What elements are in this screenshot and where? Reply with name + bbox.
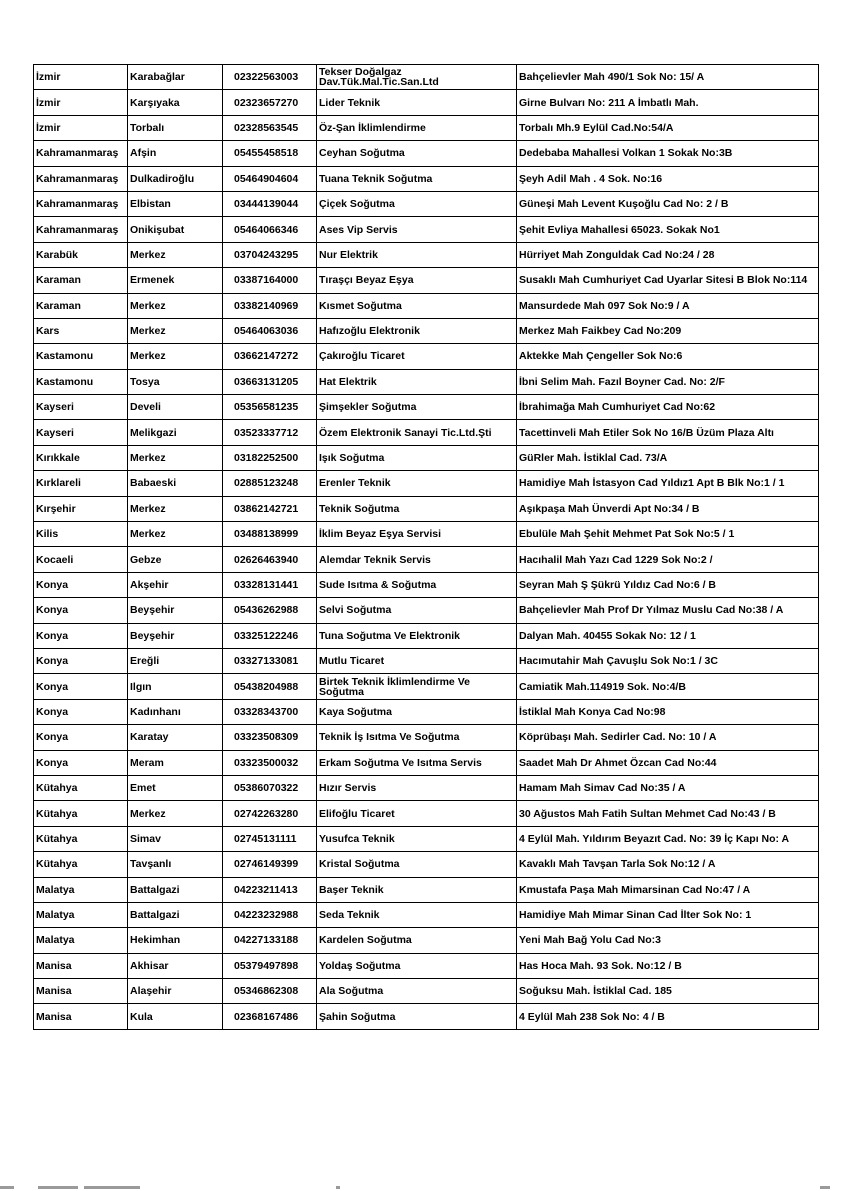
address-cell: Camiatik Mah.114919 Sok. No:4/B <box>517 674 819 699</box>
district-cell: Meram <box>128 750 223 775</box>
phone-cell: 04227133188 <box>223 928 317 953</box>
company-cell: Selvi Soğutma <box>317 598 517 623</box>
district-cell: Beyşehir <box>128 598 223 623</box>
city-cell: Kütahya <box>34 826 128 851</box>
district-cell: Emet <box>128 775 223 800</box>
district-cell: Tosya <box>128 369 223 394</box>
phone-cell: 03382140969 <box>223 293 317 318</box>
district-cell: Merkez <box>128 242 223 267</box>
phone-cell: 03323508309 <box>223 725 317 750</box>
phone-cell: 05438204988 <box>223 674 317 699</box>
city-cell: Kocaeli <box>34 547 128 572</box>
company-cell: Yusufca Teknik <box>317 826 517 851</box>
address-cell: Kmustafa Paşa Mah Mimarsinan Cad No:47 / A <box>517 877 819 902</box>
table-row <box>34 369 819 394</box>
phone-cell: 05346862308 <box>223 979 317 1004</box>
company-cell: Özem Elektronik Sanayi Tic.Ltd.Şti <box>317 420 517 445</box>
district-cell: Ilgın <box>128 674 223 699</box>
city-cell: Konya <box>34 725 128 750</box>
city-cell: Konya <box>34 674 128 699</box>
phone-cell: 03862142721 <box>223 496 317 521</box>
district-cell: Karşıyaka <box>128 90 223 115</box>
address-cell: Hacıhalil Mah Yazı Cad 1229 Sok No:2 / <box>517 547 819 572</box>
address-cell: İstiklal Mah Konya Cad No:98 <box>517 699 819 724</box>
district-cell: Dulkadiroğlu <box>128 166 223 191</box>
company-cell: Kardelen Soğutma <box>317 928 517 953</box>
address-cell: Bahçelievler Mah 490/1 Sok No: 15/ A <box>517 65 819 90</box>
phone-cell: 03488138999 <box>223 522 317 547</box>
company-cell: Hızır Servis <box>317 775 517 800</box>
district-cell: Akşehir <box>128 572 223 597</box>
district-cell: Gebze <box>128 547 223 572</box>
district-cell: Merkez <box>128 801 223 826</box>
company-cell: Tıraşçı Beyaz Eşya <box>317 268 517 293</box>
phone-cell: 03325122246 <box>223 623 317 648</box>
phone-cell: 03328131441 <box>223 572 317 597</box>
address-cell: Has Hoca Mah. 93 Sok. No:12 / B <box>517 953 819 978</box>
city-cell: Kütahya <box>34 801 128 826</box>
table-row <box>34 877 819 902</box>
table-row <box>34 750 819 775</box>
table-row <box>34 725 819 750</box>
city-cell: Karaman <box>34 268 128 293</box>
phone-cell: 03662147272 <box>223 344 317 369</box>
company-cell: Başer Teknik <box>317 877 517 902</box>
table-row <box>34 420 819 445</box>
address-cell: Şehit Evliya Mahallesi 65023. Sokak No1 <box>517 217 819 242</box>
company-cell: Ases Vip Servis <box>317 217 517 242</box>
company-cell: Lider Teknik <box>317 90 517 115</box>
city-cell: Kırklareli <box>34 471 128 496</box>
company-cell: Elifoğlu Ticaret <box>317 801 517 826</box>
company-cell: Alemdar Teknik Servis <box>317 547 517 572</box>
phone-cell: 05386070322 <box>223 775 317 800</box>
phone-cell: 05379497898 <box>223 953 317 978</box>
city-cell: Kayseri <box>34 420 128 445</box>
city-cell: Kahramanmaraş <box>34 141 128 166</box>
table-row <box>34 953 819 978</box>
district-cell: Merkez <box>128 445 223 470</box>
table-row <box>34 826 819 851</box>
address-cell: Güneşi Mah Levent Kuşoğlu Cad No: 2 / B <box>517 191 819 216</box>
company-cell: Ala Soğutma <box>317 979 517 1004</box>
district-cell: Karatay <box>128 725 223 750</box>
table-row <box>34 496 819 521</box>
address-cell: Dedebaba Mahallesi Volkan 1 Sokak No:3B <box>517 141 819 166</box>
phone-cell: 03663131205 <box>223 369 317 394</box>
phone-cell: 05464063036 <box>223 318 317 343</box>
city-cell: Kahramanmaraş <box>34 217 128 242</box>
address-cell: Saadet Mah Dr Ahmet Özcan Cad No:44 <box>517 750 819 775</box>
city-cell: Malatya <box>34 902 128 927</box>
district-cell: Merkez <box>128 344 223 369</box>
address-cell: Susaklı Mah Cumhuriyet Cad Uyarlar Sitesi B Blok No:114 <box>517 268 819 293</box>
table-row <box>34 547 819 572</box>
city-cell: Kayseri <box>34 395 128 420</box>
table-row <box>34 979 819 1004</box>
district-cell: Battalgazi <box>128 877 223 902</box>
company-cell: Tuna Soğutma Ve Elektronik <box>317 623 517 648</box>
phone-cell: 04223211413 <box>223 877 317 902</box>
city-cell: Kütahya <box>34 852 128 877</box>
company-cell: Tekser Doğalgaz Dav.Tük.Mal.Tic.San.Ltd <box>317 65 517 90</box>
city-cell: Manisa <box>34 979 128 1004</box>
company-cell: Şahin Soğutma <box>317 1004 517 1029</box>
phone-cell: 02885123248 <box>223 471 317 496</box>
company-cell: Şimşekler Soğutma <box>317 395 517 420</box>
phone-cell: 05464066346 <box>223 217 317 242</box>
phone-cell: 02368167486 <box>223 1004 317 1029</box>
city-cell: İzmir <box>34 115 128 140</box>
company-cell: Seda Teknik <box>317 902 517 927</box>
table-row <box>34 471 819 496</box>
company-cell: Tuana Teknik Soğutma <box>317 166 517 191</box>
district-cell: Karabağlar <box>128 65 223 90</box>
city-cell: Kastamonu <box>34 369 128 394</box>
company-cell: Yoldaş Soğutma <box>317 953 517 978</box>
phone-cell: 03387164000 <box>223 268 317 293</box>
city-cell: Kilis <box>34 522 128 547</box>
company-cell: Kısmet Soğutma <box>317 293 517 318</box>
district-cell: Melikgazi <box>128 420 223 445</box>
city-cell: Kastamonu <box>34 344 128 369</box>
city-cell: Karaman <box>34 293 128 318</box>
company-cell: Erenler Teknik <box>317 471 517 496</box>
city-cell: Konya <box>34 598 128 623</box>
address-cell: Mansurdede Mah 097 Sok No:9 / A <box>517 293 819 318</box>
district-cell: Onikişubat <box>128 217 223 242</box>
table-row <box>34 852 819 877</box>
district-cell: Merkez <box>128 496 223 521</box>
city-cell: Karabük <box>34 242 128 267</box>
phone-cell: 02322563003 <box>223 65 317 90</box>
company-cell: Hafızoğlu Elektronik <box>317 318 517 343</box>
address-cell: Bahçelievler Mah Prof Dr Yılmaz Muslu Cad No:38 / A <box>517 598 819 623</box>
company-cell: Mutlu Ticaret <box>317 648 517 673</box>
page-footer-strip <box>0 1184 841 1191</box>
address-cell: 4 Eylül Mah. Yıldırım Beyazıt Cad. No: 39 İç Kapı No: A <box>517 826 819 851</box>
address-cell: Hacımutahir Mah Çavuşlu Sok No:1 / 3C <box>517 648 819 673</box>
city-cell: Konya <box>34 648 128 673</box>
address-cell: Aşıkpaşa Mah Ünverdi Apt No:34 / B <box>517 496 819 521</box>
table-row <box>34 801 819 826</box>
city-cell: Manisa <box>34 1004 128 1029</box>
district-cell: Alaşehir <box>128 979 223 1004</box>
phone-cell: 02328563545 <box>223 115 317 140</box>
service-directory-table <box>33 64 819 1030</box>
table-row <box>34 115 819 140</box>
city-cell: Kırşehir <box>34 496 128 521</box>
company-cell: Sude Isıtma & Soğutma <box>317 572 517 597</box>
address-cell: Tacettinveli Mah Etiler Sok No 16/B Üzüm Plaza Altı <box>517 420 819 445</box>
city-cell: Malatya <box>34 877 128 902</box>
phone-cell: 05455458518 <box>223 141 317 166</box>
address-cell: Torbalı Mh.9 Eylül Cad.No:54/A <box>517 115 819 140</box>
district-cell: Beyşehir <box>128 623 223 648</box>
district-cell: Ermenek <box>128 268 223 293</box>
table-row <box>34 166 819 191</box>
company-cell: Hat Elektrik <box>317 369 517 394</box>
city-cell: Kahramanmaraş <box>34 191 128 216</box>
address-cell: 4 Eylül Mah 238 Sok No: 4 / B <box>517 1004 819 1029</box>
address-cell: Köprübaşı Mah. Sedirler Cad. No: 10 / A <box>517 725 819 750</box>
table-row <box>34 344 819 369</box>
address-cell: İbni Selim Mah. Fazıl Boyner Cad. No: 2/F <box>517 369 819 394</box>
table-row <box>34 65 819 90</box>
table-row <box>34 572 819 597</box>
table-row <box>34 902 819 927</box>
address-cell: 30 Ağustos Mah Fatih Sultan Mehmet Cad No:43 / B <box>517 801 819 826</box>
city-cell: Kırıkkale <box>34 445 128 470</box>
district-cell: Battalgazi <box>128 902 223 927</box>
company-cell: Öz-Şan İklimlendirme <box>317 115 517 140</box>
address-cell: Aktekke Mah Çengeller Sok No:6 <box>517 344 819 369</box>
address-cell: Hamidiye Mah Mimar Sinan Cad İlter Sok No: 1 <box>517 902 819 927</box>
address-cell: Kavaklı Mah Tavşan Tarla Sok No:12 / A <box>517 852 819 877</box>
district-cell: Merkez <box>128 293 223 318</box>
phone-cell: 03327133081 <box>223 648 317 673</box>
address-cell: Yeni Mah Bağ Yolu Cad No:3 <box>517 928 819 953</box>
district-cell: Hekimhan <box>128 928 223 953</box>
district-cell: Merkez <box>128 318 223 343</box>
table-row <box>34 191 819 216</box>
company-cell: Kristal Soğutma <box>317 852 517 877</box>
company-cell: Kaya Soğutma <box>317 699 517 724</box>
table-row <box>34 318 819 343</box>
phone-cell: 02323657270 <box>223 90 317 115</box>
phone-cell: 03444139044 <box>223 191 317 216</box>
city-cell: Manisa <box>34 953 128 978</box>
address-cell: Merkez Mah Faikbey Cad No:209 <box>517 318 819 343</box>
table-row <box>34 141 819 166</box>
phone-cell: 04223232988 <box>223 902 317 927</box>
district-cell: Elbistan <box>128 191 223 216</box>
phone-cell: 05356581235 <box>223 395 317 420</box>
table-row <box>34 522 819 547</box>
table-row <box>34 217 819 242</box>
company-cell: Ceyhan Soğutma <box>317 141 517 166</box>
city-cell: Kahramanmaraş <box>34 166 128 191</box>
district-cell: Babaeski <box>128 471 223 496</box>
district-cell: Kadınhanı <box>128 699 223 724</box>
table-row <box>34 674 819 699</box>
company-cell: Erkam Soğutma Ve Isıtma Servis <box>317 750 517 775</box>
table-row <box>34 293 819 318</box>
phone-cell: 03328343700 <box>223 699 317 724</box>
company-cell: Birtek Teknik İklimlendirme Ve Soğutma <box>317 674 517 699</box>
table-row <box>34 928 819 953</box>
phone-cell: 03182252500 <box>223 445 317 470</box>
city-cell: Malatya <box>34 928 128 953</box>
address-cell: Soğuksu Mah. İstiklal Cad. 185 <box>517 979 819 1004</box>
phone-cell: 05436262988 <box>223 598 317 623</box>
phone-cell: 05464904604 <box>223 166 317 191</box>
table-row <box>34 90 819 115</box>
company-cell: Işık Soğutma <box>317 445 517 470</box>
address-cell: Girne Bulvarı No: 211 A İmbatlı Mah. <box>517 90 819 115</box>
city-cell: Konya <box>34 572 128 597</box>
address-cell: Hürriyet Mah Zonguldak Cad No:24 / 28 <box>517 242 819 267</box>
district-cell: Afşin <box>128 141 223 166</box>
table-row <box>34 648 819 673</box>
company-cell: Nur Elektrik <box>317 242 517 267</box>
district-cell: Tavşanlı <box>128 852 223 877</box>
district-cell: Torbalı <box>128 115 223 140</box>
table-row <box>34 445 819 470</box>
address-cell: GüRler Mah. İstiklal Cad. 73/A <box>517 445 819 470</box>
table-row <box>34 268 819 293</box>
phone-cell: 02742263280 <box>223 801 317 826</box>
table-row <box>34 1004 819 1029</box>
city-cell: Konya <box>34 699 128 724</box>
district-cell: Akhisar <box>128 953 223 978</box>
address-cell: Seyran Mah Ş Şükrü Yıldız Cad No:6 / B <box>517 572 819 597</box>
city-cell: Konya <box>34 750 128 775</box>
table-row <box>34 623 819 648</box>
company-cell: İklim Beyaz Eşya Servisi <box>317 522 517 547</box>
address-cell: Hamam Mah Simav Cad No:35 / A <box>517 775 819 800</box>
phone-cell: 03323500032 <box>223 750 317 775</box>
table-row <box>34 242 819 267</box>
district-cell: Ereğli <box>128 648 223 673</box>
district-cell: Develi <box>128 395 223 420</box>
phone-cell: 02746149399 <box>223 852 317 877</box>
table-row <box>34 775 819 800</box>
address-cell: Şeyh Adil Mah . 4 Sok. No:16 <box>517 166 819 191</box>
address-cell: Dalyan Mah. 40455 Sokak No: 12 / 1 <box>517 623 819 648</box>
table-body <box>34 65 819 1030</box>
phone-cell: 03704243295 <box>223 242 317 267</box>
company-cell: Teknik Soğutma <box>317 496 517 521</box>
phone-cell: 02626463940 <box>223 547 317 572</box>
table-row <box>34 395 819 420</box>
address-cell: İbrahimağa Mah Cumhuriyet Cad No:62 <box>517 395 819 420</box>
company-cell: Teknik İş Isıtma Ve Soğutma <box>317 725 517 750</box>
company-cell: Çakıroğlu Ticaret <box>317 344 517 369</box>
city-cell: İzmir <box>34 90 128 115</box>
city-cell: İzmir <box>34 65 128 90</box>
table-row <box>34 598 819 623</box>
address-cell: Hamidiye Mah İstasyon Cad Yıldız1 Apt B Blk No:1 / 1 <box>517 471 819 496</box>
district-cell: Simav <box>128 826 223 851</box>
table-row <box>34 699 819 724</box>
city-cell: Konya <box>34 623 128 648</box>
district-cell: Merkez <box>128 522 223 547</box>
city-cell: Kütahya <box>34 775 128 800</box>
district-cell: Kula <box>128 1004 223 1029</box>
city-cell: Kars <box>34 318 128 343</box>
company-cell: Çiçek Soğutma <box>317 191 517 216</box>
address-cell: Ebulüle Mah Şehit Mehmet Pat Sok No:5 / 1 <box>517 522 819 547</box>
phone-cell: 02745131111 <box>223 826 317 851</box>
phone-cell: 03523337712 <box>223 420 317 445</box>
